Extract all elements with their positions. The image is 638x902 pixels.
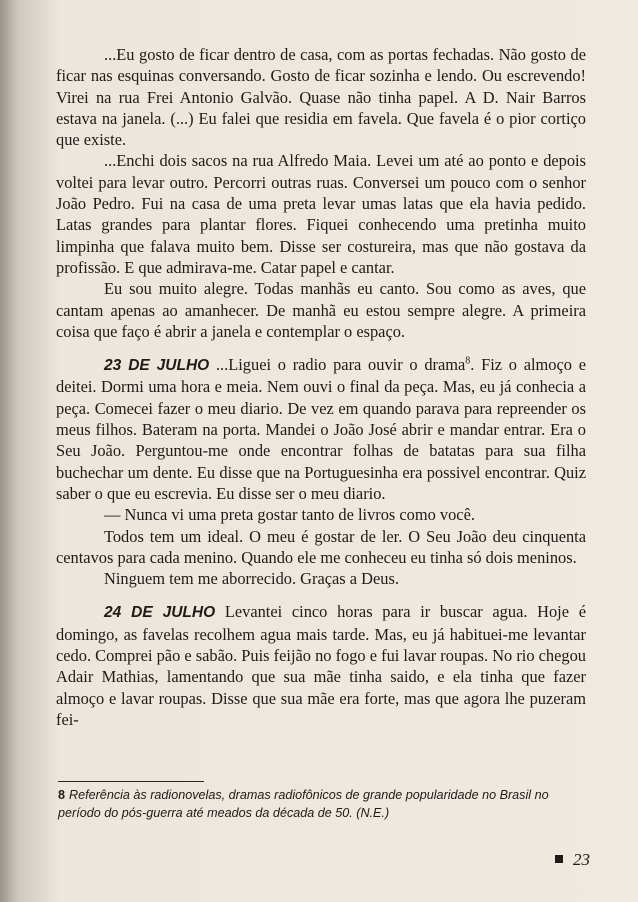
footnote-reference: 8 <box>465 355 471 367</box>
entry-text-continued: . Fiz o almoço e deitei. Dormi uma hora e meia. Nem ouvi o final da peça. Mas, eu já conhecia a peça. Comecei fazer o meu diario. De vez em quando parava para repreender os meus filhos. Bateram na porta. Mandei o João José abrir e mandar entrar. Era o Seu João. Perguntou-me onde encontrar folhas de batatas para sua filha buchechar um dente. Eu disse que na Portuguesinha era possivel encontrar. Quiz saber o que eu escrevia. Eu disse ser o meu diario. <box>56 355 586 503</box>
page-folio <box>555 850 590 870</box>
square-bullet-icon <box>555 855 563 863</box>
footnote-divider <box>58 781 204 782</box>
footnote-text: Referência às radionovelas, dramas radiofônicos de grande popularidade no Brasil no período do pós-guerra até meados da década de 50. (N.E.) <box>58 788 549 820</box>
entry-text: Levantei cinco horas para ir buscar agua. Hoje é domingo, as favelas recolhem agua mais tarde. Mas, eu já habituei-me levantar cedo. Comprei pão e sabão. Puis feijão no fogo e fui lavar roupas. No rio chegou Adair Mathias, lamentando que sua mãe tinha saido, e ela tinha que fazer almoço e lavar roupas. Disse que sua mãe era forte, mas que agora lhe puzeram fei- <box>56 602 586 729</box>
paragraph: Ninguem tem me aborrecido. Graças a Deus. <box>104 569 399 589</box>
paragraph: Todos tem um ideal. O meu é gostar de ler. O Seu João deu cinquenta centavos para cada menino. Quando ele me conheceu eu tinha só dois meninos. <box>56 526 586 567</box>
paragraph-dialogue: — Nunca vi uma preta gostar tanto de livros como você. <box>104 505 475 525</box>
entry-date: 24 DE JULHO <box>104 604 216 622</box>
diary-entry-23-julho <box>56 354 586 504</box>
footnote <box>58 787 588 822</box>
diary-entry-24-julho <box>56 601 586 730</box>
paragraph: ...Enchi dois sacos na rua Alfredo Maia. Levei um até ao ponto e depois voltei para levar outro. Percorri outras ruas. Conversei um pouco com o senhor João Pedro. Fui na casa de uma preta levar umas latas que ela havia pedido. Latas grandes para plantar flores. Fiquei conhecendo uma pretinha muito limpinha que falava muito bem. Disse ser costureira, mas que não gostava da profissão. E que admirava-me. Catar papel e cantar. <box>56 151 586 277</box>
footnote-number: 8 <box>58 788 66 802</box>
body-text <box>56 44 586 730</box>
entry-date: 23 DE JULHO <box>104 357 210 375</box>
paragraph: ...Eu gosto de ficar dentro de casa, com as portas fechadas. Não gosto de ficar nas esquinas conversando. Gosto de ficar sozinha e lendo. Ou escrevendo! Virei na rua Frei Antonio Galvão. Quase não tinha papel. A D. Nair Barros estava na janela. (...) Eu falei que residia em favela. Que favela é o pior cortiço que existe. <box>56 45 586 150</box>
paragraph: Eu sou muito alegre. Todas manhãs eu canto. Sou como as aves, que cantam apenas ao amanhecer. De manhã eu estou sempre alegre. A primeira coisa que faço é abrir a janela e contemplar o espaço. <box>56 279 586 341</box>
entry-text: ...Liguei o radio para ouvir o drama <box>209 355 466 375</box>
page-number: 23 <box>573 850 590 869</box>
